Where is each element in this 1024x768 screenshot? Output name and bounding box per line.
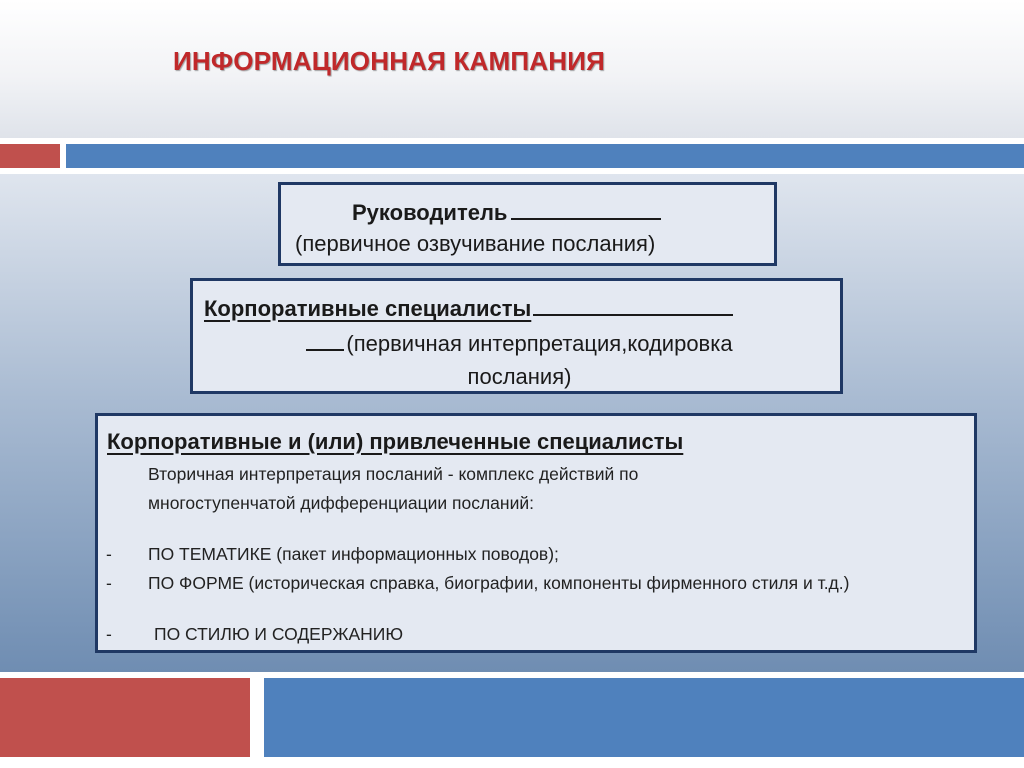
heading-underline-fill xyxy=(533,294,733,316)
box-manager-heading-text: Руководитель xyxy=(352,200,508,225)
box-corporate-subtitle-line2: послания) xyxy=(467,364,572,389)
box-attracted-heading xyxy=(107,429,691,455)
list-item-text: ПО СТИЛЮ И СОДЕРЖАНИЮ xyxy=(154,624,404,644)
list-dash: - xyxy=(106,544,112,564)
box-corporate-heading-text: Корпоративные специалисты xyxy=(204,296,532,321)
box-attracted-specialists xyxy=(95,413,977,653)
list-item xyxy=(106,620,966,649)
description-line2: многоступенчатой дифференциации посланий: xyxy=(148,493,534,513)
decor-bar-blue-bottom xyxy=(264,678,1024,757)
box-manager xyxy=(278,182,777,266)
box-manager-subtitle: (первичное озвучивание послания) xyxy=(295,231,656,256)
box-corporate-specialists xyxy=(190,278,843,394)
box-attracted-heading-text: Корпоративные и (или) привлеченные специалисты xyxy=(107,429,684,454)
box-manager-heading xyxy=(352,198,661,226)
description-line1: Вторичная интерпретация посланий - комплекс действий по xyxy=(148,464,639,484)
list-dash: - xyxy=(106,573,112,593)
heading-underline-fill xyxy=(511,198,661,220)
list-item xyxy=(106,540,966,569)
list-item xyxy=(106,569,966,627)
box-corporate-subtitle-line1: (первичная интерпретация,кодировка xyxy=(346,331,733,356)
box-corporate-heading xyxy=(204,294,733,322)
decor-bar-red-bottom xyxy=(0,678,250,757)
slide-title: ИНФОРМАЦИОННАЯ КАМПАНИЯ xyxy=(173,46,605,76)
list-dash: - xyxy=(106,624,112,644)
blank-line xyxy=(306,331,344,351)
list-item-text: ПО ФОРМЕ (историческая справка, биографии, компоненты фирменного стиля и т.д.) xyxy=(148,573,850,593)
decor-bar-red-top xyxy=(0,144,60,168)
list-item-text: ПО ТЕМАТИКЕ (пакет информационных поводов); xyxy=(148,544,559,564)
decor-bar-blue-top xyxy=(66,144,1024,168)
box-corporate-subtitle xyxy=(193,327,846,393)
box-attracted-description xyxy=(148,460,868,518)
